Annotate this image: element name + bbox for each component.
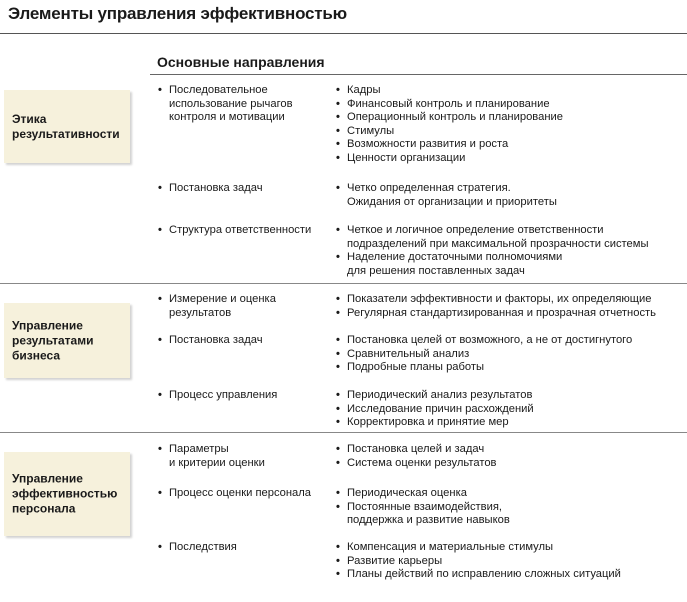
section-divider — [0, 432, 687, 433]
direction-item-text: Последствия — [169, 541, 237, 553]
detail-item — [335, 555, 687, 569]
detail-item-text: Регулярная стандартизированная и прозрачная отчетность — [347, 306, 656, 319]
detail-item-text: Постановка целей и задач — [347, 443, 485, 455]
bullet-icon: • — [336, 97, 340, 110]
detail-item — [335, 152, 687, 166]
bullet-icon: • — [158, 389, 162, 401]
bullet-icon: • — [336, 347, 340, 360]
bullet-icon: • — [336, 456, 340, 469]
detail-item-text: Периодическая оценка — [347, 487, 467, 499]
main-directions-heading: Основные направления — [157, 54, 325, 70]
bullet-icon: • — [336, 293, 340, 305]
direction-item — [157, 293, 339, 320]
bullet-icon: • — [336, 554, 340, 567]
detail-item — [335, 84, 687, 98]
detail-item-text: Сравнительный анализ — [347, 347, 470, 360]
section-divider — [0, 283, 687, 284]
direction-item — [157, 443, 339, 470]
bullet-icon: • — [336, 138, 340, 151]
bullet-icon: • — [158, 487, 162, 499]
detail-item — [335, 568, 687, 582]
detail-item — [335, 111, 687, 125]
bullet-icon: • — [336, 500, 340, 513]
detail-item — [335, 348, 687, 362]
detail-item — [335, 251, 687, 278]
direction-item — [157, 541, 339, 555]
detail-item-text: Стимулы — [347, 124, 395, 137]
section-label-box — [4, 90, 130, 163]
detail-item-text: Ценности организации — [347, 152, 466, 164]
detail-item-text: Корректировка и принятие мер — [347, 416, 509, 429]
detail-item — [335, 293, 687, 307]
detail-item — [335, 361, 687, 375]
section-label: Управление результатами бизнеса — [12, 318, 94, 362]
detail-item-text: Исследование причин расхождений — [347, 402, 534, 415]
direction-item-text: Последовательное использование рычагов контроля и мотивации — [169, 84, 293, 124]
heading-divider — [150, 74, 687, 75]
bullet-icon: • — [336, 224, 340, 236]
direction-item — [157, 182, 339, 196]
bullet-icon: • — [158, 224, 162, 236]
detail-item — [335, 501, 687, 528]
section-label-box — [4, 303, 130, 378]
section-label: Управление эффективностью персонала — [12, 471, 118, 516]
bullet-icon: • — [336, 124, 340, 137]
detail-item — [335, 98, 687, 112]
detail-item — [335, 541, 687, 555]
direction-item — [157, 487, 339, 501]
bullet-icon: • — [336, 487, 340, 499]
bullet-icon: • — [336, 251, 340, 264]
bullet-icon: • — [158, 443, 162, 455]
direction-item-text: Параметры и критерии оценки — [169, 443, 265, 469]
detail-item — [335, 389, 687, 403]
title-divider — [0, 33, 687, 34]
bullet-icon: • — [158, 84, 162, 96]
detail-item-text: Кадры — [347, 84, 381, 96]
detail-item-text: Возможности развития и роста — [347, 138, 509, 151]
direction-item-text: Постановка задач — [169, 182, 263, 194]
detail-item — [335, 138, 687, 152]
detail-item-text: Развитие карьеры — [347, 554, 443, 567]
page-title: Элементы управления эффективностью — [8, 4, 348, 23]
bullet-icon: • — [158, 182, 162, 194]
bullet-icon: • — [336, 334, 340, 346]
detail-item-text: Планы действий по исправлению сложных ситуаций — [347, 568, 621, 581]
bullet-icon: • — [336, 182, 340, 194]
direction-item-text: Процесс управления — [169, 389, 278, 401]
direction-item-text: Структура ответственности — [169, 224, 312, 236]
detail-item — [335, 487, 687, 501]
detail-item — [335, 416, 687, 430]
detail-item — [335, 457, 687, 471]
bullet-icon: • — [336, 541, 340, 553]
detail-item — [335, 403, 687, 417]
detail-item-text: Четко определенная стратегия. Ожидания от организации и приоритеты — [347, 182, 557, 208]
detail-item-text: Четкое и логичное определение ответственности подразделений при максимальной прозрачности системы — [347, 224, 649, 250]
detail-item-text: Показатели эффективности и факторы, их определяющие — [347, 293, 652, 305]
bullet-icon: • — [336, 361, 340, 374]
detail-item-text: Подробные планы работы — [347, 361, 485, 374]
direction-item — [157, 334, 339, 348]
bullet-icon: • — [336, 389, 340, 401]
detail-item — [335, 307, 687, 321]
detail-item-text: Система оценки результатов — [347, 456, 497, 469]
section-label-box — [4, 452, 130, 536]
detail-item-text: Компенсация и материальные стимулы — [347, 541, 554, 553]
detail-item — [335, 125, 687, 139]
detail-item — [335, 182, 687, 209]
direction-item — [157, 389, 339, 403]
section-label: Этика результативности — [12, 111, 120, 141]
bullet-icon: • — [336, 306, 340, 319]
detail-item-text: Постановка целей от возможного, а не от достигнутого — [347, 334, 633, 346]
direction-item — [157, 224, 339, 238]
detail-item — [335, 443, 687, 457]
bullet-icon: • — [336, 443, 340, 455]
detail-item-text: Финансовый контроль и планирование — [347, 97, 550, 110]
detail-item-text: Постоянные взаимодействия, поддержка и развитие навыков — [347, 500, 510, 527]
detail-item-text: Наделение достаточными полномочиями для решения поставленных задач — [347, 251, 563, 277]
direction-item — [157, 84, 339, 125]
bullet-icon: • — [336, 111, 340, 124]
bullet-icon: • — [158, 541, 162, 553]
direction-item-text: Процесс оценки персонала — [169, 487, 312, 499]
detail-item — [335, 224, 687, 251]
bullet-icon: • — [158, 293, 162, 305]
bullet-icon: • — [336, 568, 340, 581]
bullet-icon: • — [336, 402, 340, 415]
detail-item-text: Периодический анализ результатов — [347, 389, 533, 401]
bullet-icon: • — [158, 334, 162, 346]
bullet-icon: • — [336, 84, 340, 96]
detail-item — [335, 334, 687, 348]
bullet-icon: • — [336, 416, 340, 429]
detail-item-text: Операционный контроль и планирование — [347, 111, 563, 124]
bullet-icon: • — [336, 152, 340, 164]
direction-item-text: Измерение и оценка результатов — [169, 293, 276, 319]
direction-item-text: Постановка задач — [169, 334, 263, 346]
